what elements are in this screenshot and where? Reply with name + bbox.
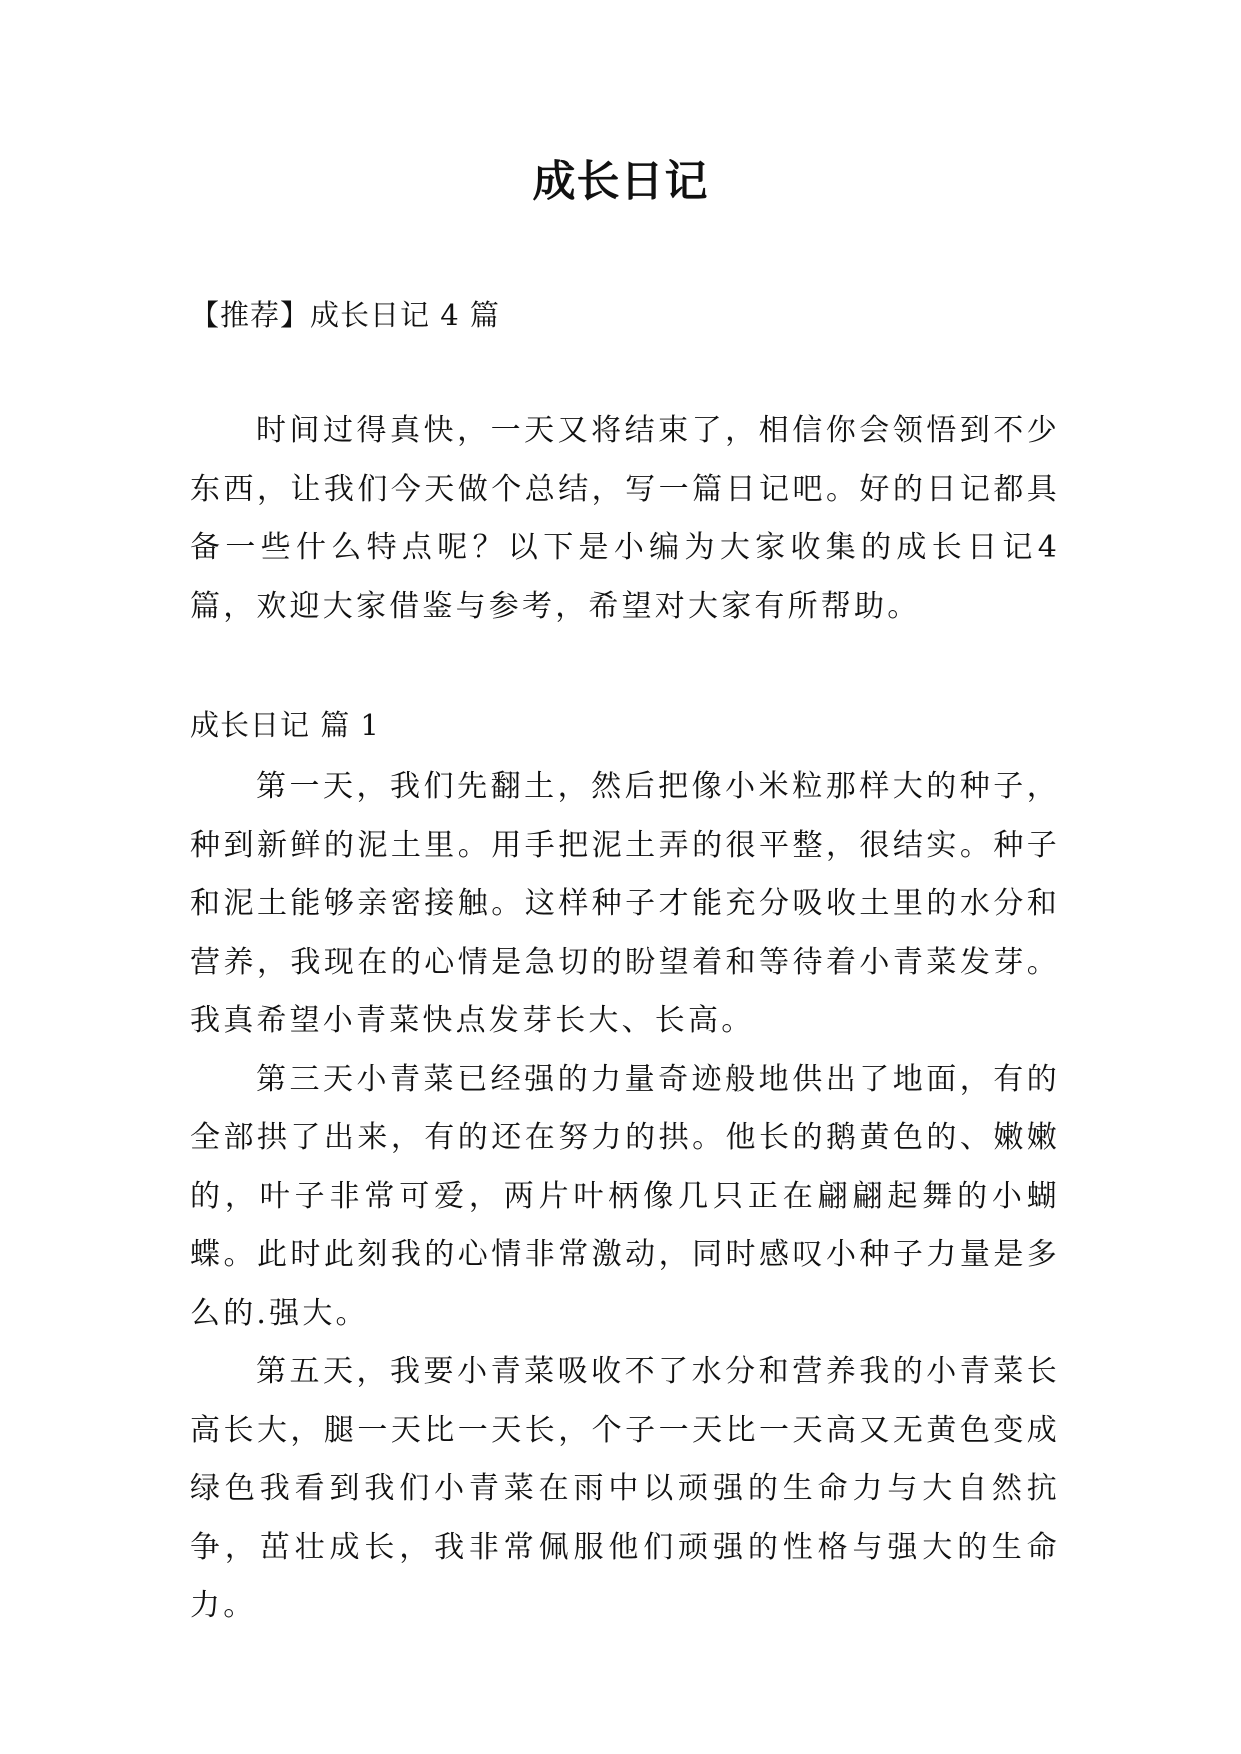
body-paragraph: 第五天，我要小青菜吸收不了水分和营养我的小青菜长高长大，腿一天比一天长，个子一天比一天高又无黄色变成绿色我看到我们小青菜在雨中以顽强的生命力与大自然抗争，茁壮成长，我非常佩服他们顽强的性格与强大的生命力。 [190,1354,1060,1623]
body-paragraph: 第三天小青菜已经强的力量奇迹般地供出了地面，有的全部拱了出来，有的还在努力的拱。他长的鹅黄色的、嫩嫩的，叶子非常可爱，两片叶柄像几只正在翩翩起舞的小蝴蝶。此时此刻我的心情非常激动，同时感叹小种子力量是多么的.强大。 [190,1061,1060,1331]
intro-paragraph: 时间过得真快，一天又将结束了，相信你会领悟到不少东西，让我们今天做个总结，写一篇日记吧。好的日记都具备一些什么特点呢？以下是小编为大家收集的成长日记4篇，欢迎大家借鉴与参考，希望对大家有所帮助。 [190,413,1060,624]
body-paragraph: 第一天，我们先翻土，然后把像小米粒那样大的种子，种到新鲜的泥土里。用手把泥土弄的很平整，很结实。种子和泥土能够亲密接触。这样种子才能充分吸收土里的水分和营养，我现在的心情是急切的盼望着和等待着小青菜发芽。我真希望小青菜快点发芽长大、长高。 [190,769,1060,1038]
section-heading: 成长日记 篇 1 [190,708,380,742]
section-body [190,758,1060,1636]
document-subtitle: 【推荐】成长日记 4 篇 [190,298,500,332]
document-title: 成长日记 [532,157,709,207]
intro-block [190,402,1060,636]
